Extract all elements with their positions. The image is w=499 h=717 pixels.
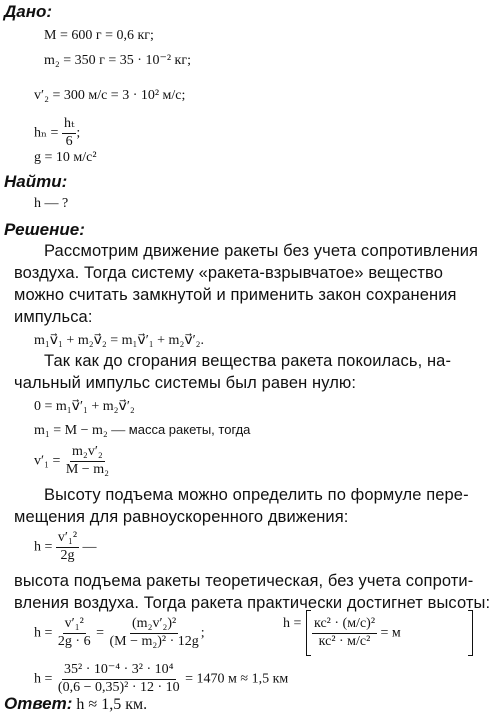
theoretical-height-equation: h = $\frac{\text{v′₁²}}{2g}$ — — [34, 530, 97, 563]
given-heading: Дано: — [4, 2, 53, 21]
given-mass-m2: m₂ = 350 г = 35 · 10⁻² кг; — [44, 53, 191, 68]
paragraph-1-line-2: воздуха. Тогда систему «ракета-взрывчатое» вещество — [14, 264, 444, 282]
paragraph-2-line-1: Так как до сгорания вещества ракета покоилась, на- — [44, 352, 452, 370]
given-gravity: g = 10 м/с² — [34, 150, 97, 165]
given-velocity-v2: v′₂ = 300 м/с = 3 · 10² м/с; — [34, 88, 186, 103]
zero-momentum-equation: 0 = m₁v⃗′₁ + m₂v⃗′₂ — [34, 399, 135, 414]
paragraph-4-line-1: высота подъема ракеты теоретическая, без учета сопроти- — [14, 572, 474, 590]
rocket-velocity-equation: v′₁ = $\frac{\text{m₂v′₂}}{\text{M − m₂}}$ — [34, 444, 109, 477]
paragraph-4-line-2: вления воздуха. Тогда ракета практически достигнет высоты: — [14, 594, 491, 612]
paragraph-3-line-2: мещения для равноускоренного движения: — [14, 508, 349, 526]
find-heading: Найти: — [4, 172, 68, 191]
paragraph-1-line-1: Рассмотрим движение ракеты без учета сопротивления — [44, 242, 479, 260]
practical-height-equation: h = $\frac{\text{v′₁²}}{2g \cdot 6}$ = $\frac{\text{(m₂v′₂)²}}{\text{(M − m₂)² · 12g}}$ ; — [34, 616, 205, 649]
paragraph-2-line-2: чальный импульс системы был равен нулю: — [14, 374, 357, 392]
momentum-conservation-equation: m₁v⃗₁ + m₂v⃗₂ = m₁v⃗′₁ + m₂v⃗′₂. — [34, 333, 205, 348]
answer-line: Ответ: h ≈ 1,5 км. — [4, 694, 148, 713]
solution-heading: Решение: — [4, 220, 85, 239]
given-mass-M: M = 600 г = 0,6 кг; — [44, 28, 154, 43]
given-height-ratio: hₙ = $\frac{\text{hₜ}}{6}$ ; — [34, 116, 81, 149]
paragraph-3-line-1: Высоту подъема можно определить по формуле пере- — [44, 486, 469, 504]
unit-check-equation: h = — [283, 616, 302, 631]
paragraph-1-line-3: можно считать замкнутой и применить закон сохранения — [14, 286, 457, 304]
rocket-mass-equation: m₁ = M − m₂ — масса ракеты, тогда — [34, 422, 251, 438]
find-h: h — ? — [34, 196, 69, 211]
right-square-bracket — [468, 610, 473, 656]
unit-check-fraction: $\frac{\text{кс² · (м/с)²}}{\text{кс² · м/с²}}$ = м — [314, 616, 401, 649]
paragraph-1-line-4: импульса: — [14, 308, 93, 326]
numeric-height-equation: h = $\frac{\text{35² · 10⁻⁴ · 3² · 10⁴}}{\text{(0,6 − 0,35)² · 12 · 10}}$ = 1470 м ≈ 1,5 км — [34, 662, 289, 695]
left-square-bracket — [306, 610, 311, 656]
